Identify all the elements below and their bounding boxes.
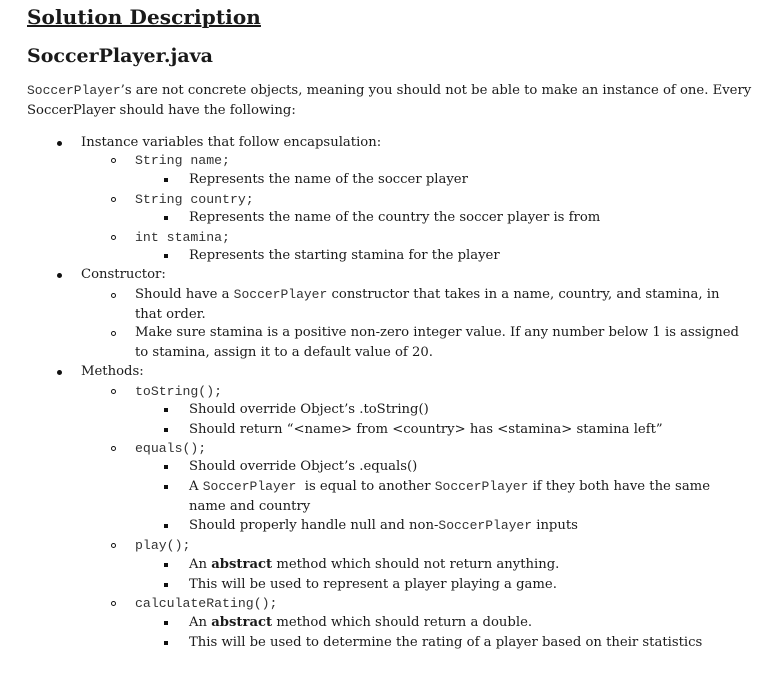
eq3-pre: Should properly handle null and non- <box>189 518 439 533</box>
bullet-square <box>164 485 168 489</box>
eq3-code: SoccerPlayer <box>438 518 533 533</box>
var-name-desc: Represents the name of the soccer player <box>189 172 468 187</box>
eq2-mid: is equal to another <box>296 479 435 494</box>
tostring-bullet-2: Should return “<name> from <country> has <stamina> stamina left” <box>189 422 663 437</box>
calc1-pre: An <box>189 615 212 630</box>
equals-bullet-1: Should override Object’s .equals() <box>189 459 418 474</box>
bullet-circle <box>111 543 116 548</box>
var-stamina-code: int stamina; <box>135 230 230 245</box>
var-stamina-desc: Represents the starting stamina for the player <box>189 248 500 263</box>
constructor-item-1 <box>135 285 735 324</box>
intro-paragraph <box>27 81 767 121</box>
intro-code: SoccerPlayer <box>27 83 121 98</box>
bullet-square <box>164 583 168 587</box>
bullet-square <box>164 178 168 182</box>
bullet-square <box>164 254 168 258</box>
bullet-circle <box>111 235 116 240</box>
constructor-item-2: Make sure stamina is a positive non-zero integer value. If any number below 1 is assigned to stamina, assign it to a default value of 20. <box>135 325 739 360</box>
eq2-code2: SoccerPlayer <box>434 479 529 494</box>
file-heading: SoccerPlayer.java <box>27 45 213 67</box>
methods-label: Methods: <box>81 364 144 379</box>
var-country-desc: Represents the name of the country the soccer player is from <box>189 210 601 225</box>
bullet-square <box>164 621 168 625</box>
bullet-square <box>164 641 168 645</box>
calcrating-bullet-2: This will be used to determine the rating of a player based on their statistics <box>189 635 703 650</box>
equals-bullet-3 <box>189 516 578 536</box>
eq2-pre: A <box>189 479 203 494</box>
c1-pre: Should have a <box>135 287 234 302</box>
bullet-circle <box>111 446 116 451</box>
play1-post: method which should not return anything. <box>272 557 560 572</box>
intro-text: ’s are not concrete objects, meaning you should not be able to make an instance of one. Every SoccerPlayer should have the following: <box>27 83 752 118</box>
bullet-square <box>164 465 168 469</box>
bullet-square <box>164 563 168 567</box>
bullet-dot <box>57 370 62 375</box>
bullet-circle <box>111 197 116 202</box>
play-bullet-2: This will be used to represent a player playing a game. <box>189 577 557 592</box>
play-bullet-1 <box>189 555 559 575</box>
bullet-circle <box>111 331 116 336</box>
bullet-square <box>164 428 168 432</box>
method-play-code: play(); <box>135 538 191 553</box>
calc1-bold: abstract <box>211 615 273 630</box>
bullet-dot <box>57 141 62 146</box>
eq2-post: if they both have the same name and country <box>189 479 710 514</box>
eq3-post: inputs <box>532 518 578 533</box>
play1-pre: An <box>189 557 212 572</box>
bullet-circle <box>111 158 116 163</box>
bullet-square <box>164 216 168 220</box>
method-calcrating-code: calculateRating(); <box>135 596 278 611</box>
page-title: Solution Description <box>27 5 261 29</box>
tostring-bullet-1: Should override Object’s .toString() <box>189 402 429 417</box>
method-tostring-code: toString(); <box>135 384 223 399</box>
c1-code: SoccerPlayer <box>233 287 328 302</box>
bullet-circle <box>111 293 116 298</box>
equals-bullet-2 <box>189 477 739 516</box>
bullet-square <box>164 408 168 412</box>
var-country-code: String country; <box>135 192 254 207</box>
c1-post: constructor that takes in a name, country, and stamina, in that order. <box>135 287 720 322</box>
bullet-circle <box>111 601 116 606</box>
bullet-circle <box>111 389 116 394</box>
var-name-code: String name; <box>135 153 230 168</box>
calc1-post: method which should return a double. <box>272 615 533 630</box>
instance-label: Instance variables that follow encapsulation: <box>81 135 382 150</box>
method-equals-code: equals(); <box>135 441 207 456</box>
calcrating-bullet-1 <box>189 613 532 633</box>
bullet-square <box>164 524 168 528</box>
constructor-label: Constructor: <box>81 267 166 282</box>
play1-bold: abstract <box>211 557 273 572</box>
bullet-dot <box>57 273 62 278</box>
eq2-code1: SoccerPlayer <box>202 479 297 494</box>
